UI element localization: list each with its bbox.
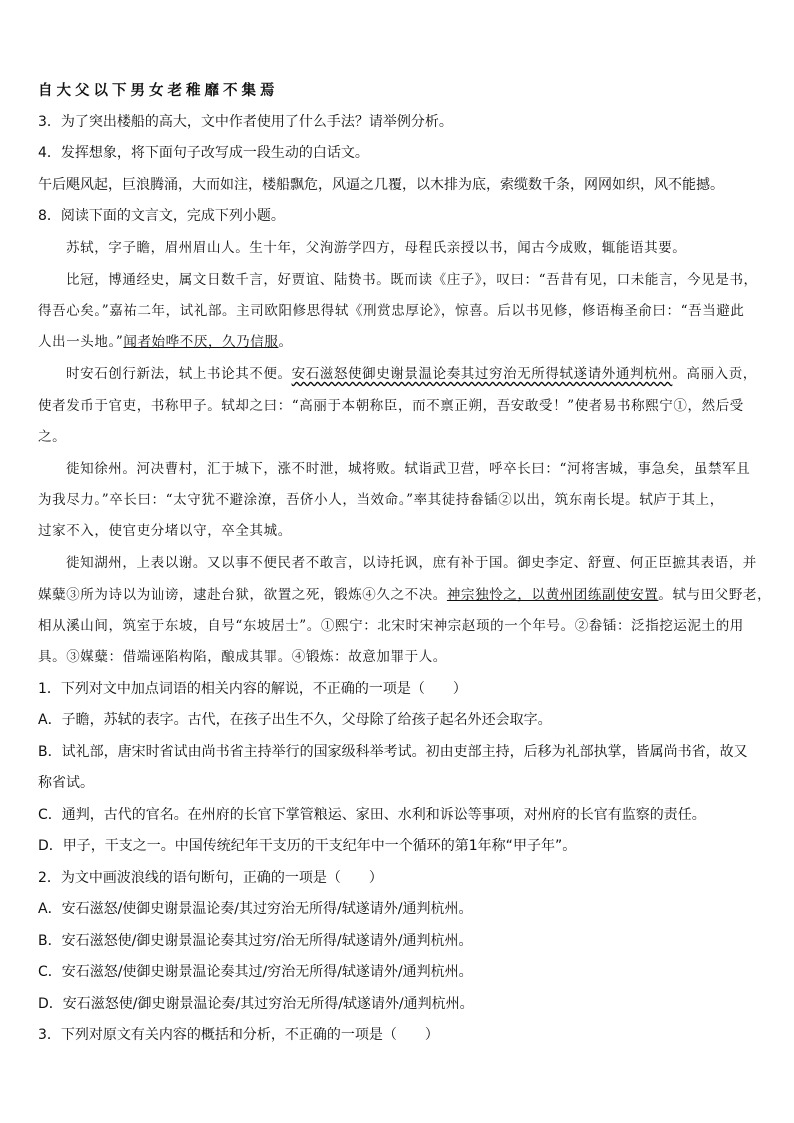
passage-line: 使者发币于官吏，书称甲子。轼却之曰：“高丽于本朝称臣，而不禀正朔，吾安敢受！”使者易书称熙宁①，然后受 (38, 398, 744, 414)
answer-option: C．通判，古代的官名。在州府的长官下掌管粮运、家田、水利和诉讼等事项，对州府的长官有监察的责任。 (38, 807, 706, 823)
question-line: 4．发挥想象，将下面句子改写成一段生动的白话文。 (38, 145, 369, 161)
passage-line: 徙知湖州，上表以谢。又以事不便民者不敢言，以诗托讽，庶有补于国。御史李定、舒亶、何正臣摭其表语，并 (66, 555, 757, 571)
question-stem: 3．下列对原文有关内容的概括和分析，不正确的一项是（ ） (38, 1027, 439, 1043)
passage-text: 。 (278, 334, 293, 350)
answer-option: B．试礼部，唐宋时省试由尚书省主持举行的国家级科举考试。初由吏部主持，后移为礼部执掌，皆属尚书省，故又 (38, 744, 748, 760)
passage-line: 苏轼，字子瞻，眉州眉山人。生十年，父洵游学四方，母程氏亲授以书，闻古今成败，辄能语其要。 (66, 240, 687, 256)
answer-option: B．安石滋怒使/御史谢景温论奏其过穷/治无所得/轼遂请外/通判杭州。 (38, 933, 473, 949)
underlined-sentence: 闻者始哗不厌，久乃信服 (123, 334, 279, 350)
passage-text: 媒糵③所为诗以为讪谤，逮赴台狱，欲置之死，锻炼④久之不决。 (38, 587, 447, 603)
passage-line (38, 585, 772, 605)
passage-line (66, 364, 764, 384)
passage-line: 过家不入，使官吏分堵以守，卒全其城。 (38, 523, 292, 539)
passage-line: 为我尽力。”卒长曰：“太守犹不避涂潦，吾侪小人，当效命。”率其徒持畚锸②以出，筑东南长堤。轼庐于其上， (38, 492, 724, 508)
question-line: 午后飓风起，巨浪腾涌，大而如注，楼船飘危，风逼之几覆，以木排为底，索缆数千条，网网如织，风不能撼。 (38, 177, 724, 193)
passage-line: 得吾心矣。”嘉祐二年，试礼部。主司欧阳修思得轼《刑赏忠厚论》，惊喜。后以书见修，修语梅圣俞曰：“吾当避此 (38, 303, 745, 319)
passage-text: 。高丽入贡， (672, 366, 757, 382)
answer-option-continued: 称省试。 (38, 775, 94, 791)
passage-line: 之。 (38, 429, 67, 445)
passage-line: 徙知徐州。河决曹村，汇于城下，涨不时泄，城将败。轼诣武卫营，呼卒长曰：“河将害城，事急矣，虽禁军且 (66, 461, 751, 477)
passage-line: 比冠，博通经史，属文日数千言，好贾谊、陆贽书。既而读《庄子》，叹曰：“吾昔有见，口未能言，今见是书， (66, 272, 758, 288)
heading-line: 自大父以下男女老稚靡不集焉 (38, 83, 279, 99)
wavy-underlined-sentence: 安石滋怒使御史谢景温论奏其过穷治无所得轼遂请外通判杭州 (291, 366, 673, 382)
passage-text: 。轼与田父野老， (658, 587, 772, 603)
answer-option: D．甲子，干支之一。中国传统纪年干支历的干支纪年中一个循环的第1年称“甲子年”。 (38, 838, 577, 854)
question-stem: 2．为文中画波浪线的语句断句，正确的一项是（ ） (38, 870, 383, 886)
answer-option: A．安石滋怒/使御史谢景温论奏/其过穷治无所得/轼遂请外/通判杭州。 (38, 901, 473, 917)
answer-option: D．安石滋怒使/御史谢景温论奏/其过穷治无所得/轼遂请外/通判杭州。 (38, 996, 474, 1012)
passage-text: 人出一头地。” (38, 334, 124, 350)
question-line: 3．为了突出楼船的高大，文中作者使用了什么手法？请举例分析。 (38, 114, 453, 130)
question-line: 8．阅读下面的文言文，完成下列小题。 (38, 208, 285, 224)
answer-option: A．子瞻，苏轼的表字。古代，在孩子出生不久，父母除了给孩子起名外还会取字。 (38, 712, 552, 728)
passage-line: 具。③媒糵：借端诬陷构陷，酿成其罪。④锻炼：故意加罪于人。 (38, 649, 447, 665)
answer-option: C．安石滋怒/使御史谢景温论奏其过/穷治无所得/轼遂请外/通判杭州。 (38, 964, 473, 980)
passage-line: 相从溪山间，筑室于东坡，自号“东坡居士”。①熙宁：北宋时宋神宗赵顼的一个年号。②畚锸：泛指挖运泥土的用 (38, 618, 744, 634)
underlined-sentence: 神宗独怜之，以黄州团练副使安置 (446, 587, 659, 603)
passage-text: 时安石创行新法，轼上书论其不便。 (66, 366, 292, 382)
question-stem: 1．下列对文中加点词语的相关内容的解说，不正确的一项是（ ） (38, 681, 467, 697)
passage-line (38, 332, 764, 352)
